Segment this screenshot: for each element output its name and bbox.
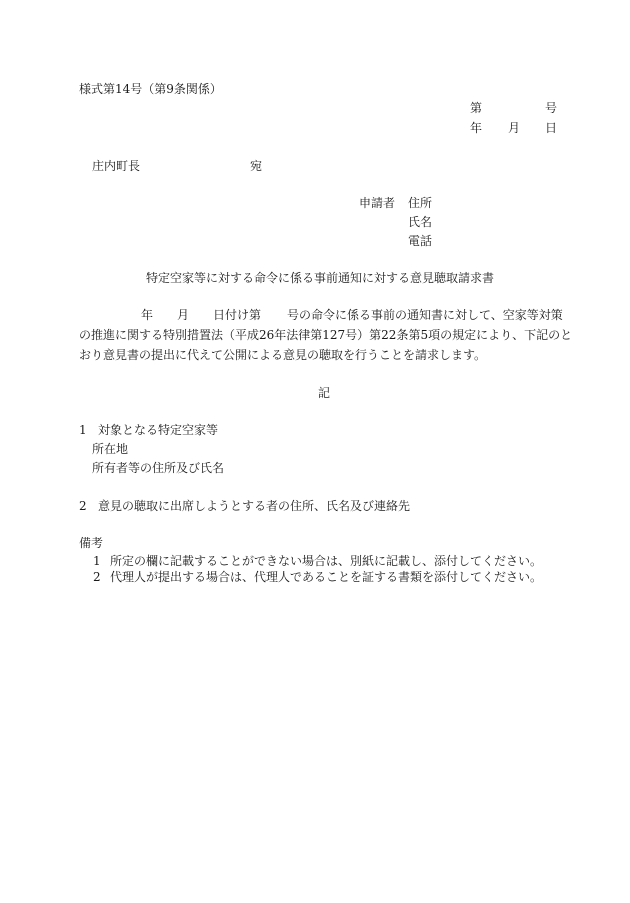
date-month: 月 [508,121,521,135]
section1-owner: 所有者等の住所及び氏名 [92,461,225,475]
doc-number-go: 号 [545,101,558,115]
date-year: 年 [470,121,483,135]
section1-title: 対象となる特定空家等 [98,423,219,437]
section2-number: 2 [79,499,87,513]
section1-location: 所在地 [92,442,129,456]
section2-title: 意見の聴取に出席しようとする者の住所、氏名及び連絡先 [98,499,411,513]
addressee-name: 庄内町長 [92,159,141,173]
body-date-month: 月 [177,308,190,322]
body-line1-rest: 号の命令に係る事前の通知書に対して、空家等対策 [287,308,563,322]
remarks-heading: 備考 [79,536,104,550]
body-dated: 日付け第 [213,308,262,322]
remark-2-text: 代理人が提出する場合は、代理人であることを証する書類を添付してください。 [110,570,543,584]
section1-number: 1 [79,423,87,437]
body-paragraph [79,325,573,365]
body-line-2: の推進に関する特別措置法（平成26年法律第127号）第22条第5項の規定により、下記のと [79,328,573,342]
body-line-3: おり意見書の提出に代えて公開による意見の聴取を行うことを請求します。 [79,348,487,362]
body-date-year: 年 [141,308,154,322]
applicant-name-label: 氏名 [408,215,433,229]
applicant-label: 申請者 [359,196,396,210]
addressee-suffix: 宛 [250,159,263,173]
date-day: 日 [545,121,558,135]
applicant-address-label: 住所 [408,196,433,210]
form-number: 様式第14号（第9条関係） [79,82,222,96]
remark-1-number: 1 [93,554,101,568]
remark-2-number: 2 [93,570,101,584]
remark-1-text: 所定の欄に記載することができない場合は、別紙に記載し、添付してください。 [110,554,543,568]
ki-heading: 記 [318,386,331,400]
doc-number-dai: 第 [470,101,483,115]
document-title: 特定空家等に対する命令に係る事前通知に対する意見聴取請求書 [146,271,495,285]
applicant-phone-label: 電話 [408,234,433,248]
